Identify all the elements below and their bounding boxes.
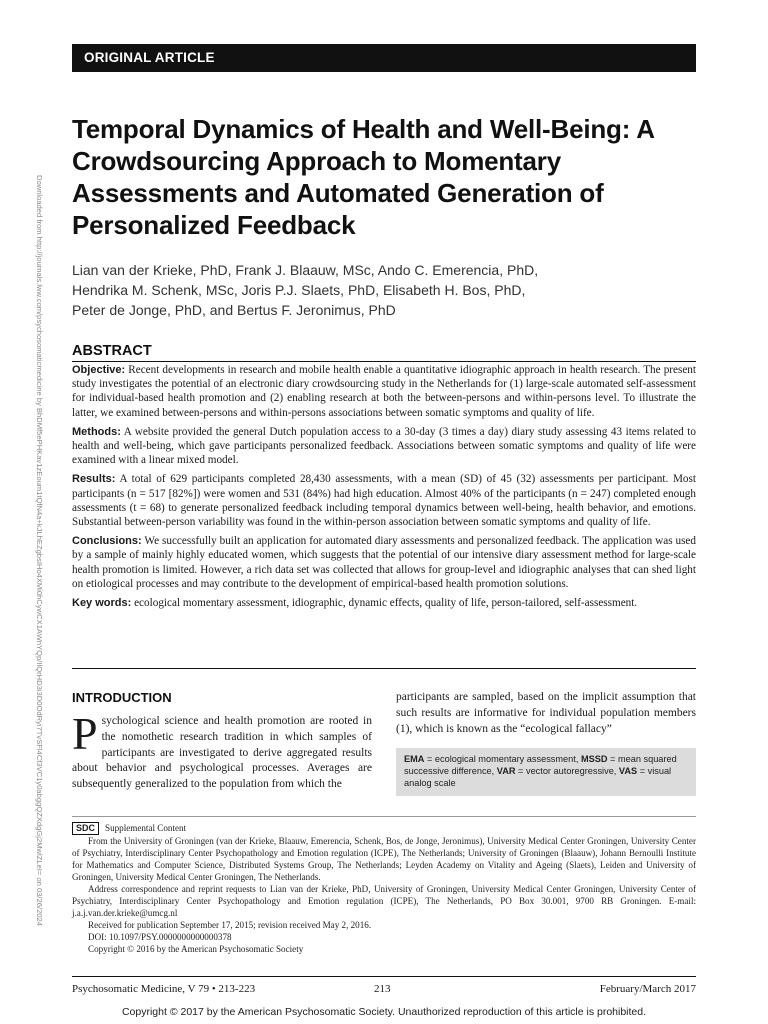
copyright-note: Copyright © 2016 by the American Psychosomatic Society [88,944,304,954]
keywords-text: ecological momentary assessment, idiographic, dynamic effects, quality of life, person-tailored, self-assessment. [134,597,638,610]
introduction-heading: INTRODUCTION [72,690,172,705]
article-type-banner: ORIGINAL ARTICLE [72,44,696,72]
objective-text: Recent developments in research and mobile health enable a quantitative idiographic approach in health research. The present study investigates the potential of an electronic diary crowdsourcing study in the Netherlands for (1) large-scale automated self-assessment for individual-based health promotion and (2) enabling research at both the between-persons and within-persons level. To illustrate the latter, we examined between-persons and within-persons associations between somatic symptoms and quality of life. [72,364,696,419]
abbr-var-def: = vector autoregressive, [515,766,619,776]
supplemental-content-line[interactable] [72,822,696,835]
abbr-ema: EMA [404,754,425,764]
article-title: Temporal Dynamics of Health and Well-Being: A Crowdsourcing Approach to Momentary Assessments and Automated Generation of Personalized Feedback [72,114,654,240]
abbr-mssd: MSSD [580,754,608,764]
abbr-ema-def: = ecological momentary assessment, [424,754,581,764]
abbr-vas: VAS [618,766,638,776]
doi-note[interactable]: DOI: 10.1097/PSY.0000000000000378 [88,932,232,942]
download-watermark-text: Downloaded from http://journals.lww.com/psychosomaticmedicine by BhDMf5ePHKav1zEoum1tQfN4a+kJLhEZgbsIHo4XMi0hCywCX1AWnYQp/IlQrHD3i3D0OdRyi7TvSFl4Cf3VC1y0abggQZXdgGj2MwlZLeI= on 03/26/2024 [35,175,44,926]
abstract-results [72,472,696,529]
footer-rule [72,976,696,977]
abbr-var: VAR [496,766,516,776]
introduction-column-left [72,708,372,793]
author-line: Lian van der Krieke, PhD, Frank J. Blaauw, MSc, Ando C. Emerencia, PhD, [72,262,539,278]
results-label: Results: [72,473,116,486]
conclusions-label: Conclusions: [72,535,142,548]
received-note: Received for publication September 17, 2015; revision received May 2, 2016. [88,920,372,930]
abbr-vas-def: = visual analog scale [404,766,672,788]
author-line: Peter de Jonge, PhD, and Bertus F. Jeronimus, PhD [72,302,396,318]
abstract-objective [72,363,696,420]
correspondence-note: Address correspondence and reprint requests to Lian van der Krieke, PhD, University of Groningen, University Medical Center Groningen, University Center of Psychiatry, Interdisciplinary Center Psychopathology and Emotion regulation (ICPE), The Netherlands, PO Box 30.001, 9700 RB Groningen. E-mail: j.a.j.van.der.krieke@umcg.nl [72,884,696,918]
author-line: Hendrika M. Schenk, MSc, Joris P.J. Slaets, PhD, Elisabeth H. Bos, PhD, [72,282,526,298]
author-list [72,260,702,320]
objective-label: Objective: [72,364,126,376]
abstract-body [72,363,696,615]
abbreviations-box [396,748,696,796]
abstract-keywords [72,596,696,610]
abstract-conclusions [72,534,696,591]
footnote-rule [72,816,696,817]
abstract-bottom-rule [72,668,696,669]
introduction-text-left: sychological science and health promotion are rooted in the nomothetic research tradition in which samples of participants are investigated to derive aggregated results about behavior and psychological processes. Averages are subsequently generalized to the population from which the [72,715,372,791]
conclusions-text: We successfully built an application for automated diary assessments and personalized feedback. The application was used by a sample of mainly highly educated women, which suggests that the potential of our intensive diary assessment method for large-scale health promotion is limited. However, a rich data set was collected that allows for group-level and idiographic analyses that can shed light on etiological processes and may contribute to the development of empirical-based health promotion solutions. [72,535,696,590]
download-watermark [20,175,44,926]
issue-date: February/March 2017 [599,983,696,995]
affiliations-note: From the University of Groningen (van der Krieke, Blaauw, Emerencia, Schenk, Bos, de Jonge, Jeronimus), University Medical Center Groningen, University Center of Psychiatry, Interdisciplinary Center Psychopathology and Emotion regulation (ICPE), The Netherlands; University of Groningen (Blaauw), Johann Bernoulli Institute for Mathematics and Computer Science, Distributed Systems Group, The Netherlands; Leyden Academy on Vitality and Ageing (Slaets), Leiden and University of Groningen, University Medical Center Groningen, The Netherlands. [72,836,696,882]
drop-cap: P [72,708,98,759]
abstract-methods [72,425,696,468]
page-number: 213 [374,983,391,995]
abstract-heading: ABSTRACT [72,343,152,359]
abbr-mssd-def: = mean squared successive difference, [404,754,677,776]
sdc-badge-icon[interactable]: SDC [72,822,99,835]
keywords-label: Key words: [72,597,132,610]
results-text: A total of 629 participants completed 28,430 assessments, with a mean (SD) of 45 (32) assessments per participant. Most participants (n = 517 [82%]) were women and 531 (84%) had high education. Almost 40% of the participants (n = 247) completed enough assessments (t = 68) to generate personalized feedback including temporal dynamics between well-being, health behavior, and emotions. Substantial between-person variability was found in the within-person association between somatic symptoms and quality of life. [72,473,696,529]
introduction-column-right [396,690,696,737]
journal-citation: Psychosomatic Medicine, V 79 • 213-223 [72,983,256,995]
methods-text: A website provided the general Dutch population access to a 30-day (3 times a day) diary study assessing 43 items related to health and well-being, which gave participants personalized feedback. Associations between somatic symptoms and quality of life were examined with a linear mixed model. [72,425,696,467]
methods-label: Methods: [72,425,121,438]
footnotes [72,822,696,955]
supplemental-content-label[interactable]: Supplemental Content [105,823,187,833]
page-copyright: Copyright © 2017 by the American Psychosomatic Society. Unauthorized reproduction of this article is prohibited. [121,1006,647,1018]
introduction-text-right: participants are sampled, based on the implicit assumption that such results are informative for individual population members (1), which is known as the “ecological fallacy” [396,691,696,735]
